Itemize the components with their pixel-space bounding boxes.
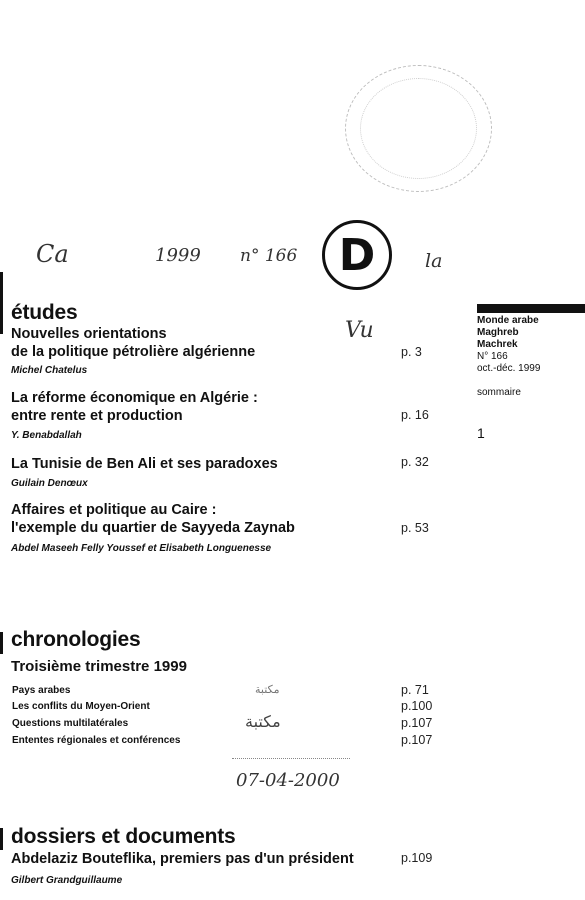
margin-bar-etudes: [0, 272, 3, 334]
handwritten-note-ca: Ca: [36, 240, 69, 268]
chronology-item-label: Ententes régionales et conférences: [12, 735, 181, 746]
sidebar-header-bar: [477, 304, 585, 313]
journal-name-line3: Machrek: [477, 339, 518, 350]
page-number: 1: [477, 425, 485, 441]
chronology-item-page: p.107: [401, 716, 433, 730]
issue-number: N° 166: [477, 351, 508, 362]
issue-date: oct.-déc. 1999: [477, 363, 541, 374]
section-heading-dossiers: dossiers et documents: [11, 825, 236, 848]
article-author: Guilain Denœux: [11, 478, 88, 489]
section-heading-chronologies: chronologies: [11, 628, 141, 651]
dossier-title: Abdelaziz Bouteflika, premiers pas d'un président: [11, 851, 354, 867]
article-title-line1: Nouvelles orientations: [11, 326, 167, 342]
summary-label: sommaire: [477, 387, 521, 398]
handwritten-note-la: la: [425, 250, 443, 272]
article-title-line2: de la politique pétrolière algérienne: [11, 344, 256, 360]
journal-name-line1: Monde arabe: [477, 315, 539, 326]
article-title-line1: La réforme économique en Algérie :: [11, 390, 258, 406]
article-title-line2: entre rente et production: [11, 408, 183, 424]
arabic-stamp-faint: مكتبة: [255, 684, 280, 696]
article-page-ref: p. 3: [401, 345, 422, 359]
d-stamp-badge: D: [322, 220, 392, 290]
journal-name-line2: Maghreb: [477, 327, 519, 338]
handwritten-received-date: 07-04-2000: [236, 770, 340, 791]
article-title-line1: La Tunisie de Ben Ali et ses paradoxes: [11, 456, 278, 472]
margin-bar-dossiers: [0, 828, 3, 850]
article-title-line2: l'exemple du quartier de Sayyeda Zaynab: [11, 520, 295, 536]
chronology-item-page: p.107: [401, 733, 433, 747]
article-page-ref: p. 53: [401, 521, 429, 535]
dossier-page-ref: p.109: [401, 851, 433, 865]
chronology-item-label: Questions multilatérales: [12, 718, 129, 729]
article-page-ref: p. 32: [401, 455, 429, 469]
dossier-author: Gilbert Grandguillaume: [11, 875, 123, 886]
article-author: Abdel Maseeh Felly Youssef et Elisabeth Longuenesse: [11, 543, 272, 554]
article-author: Y. Benabdallah: [11, 430, 82, 441]
chronology-item-label: Pays arabes: [12, 685, 71, 696]
article-author: Michel Chatelus: [11, 365, 88, 376]
chronology-item-label: Les conflits du Moyen-Orient: [12, 701, 150, 712]
section-heading-etudes: études: [11, 301, 78, 324]
handwritten-note-issue: n° 166: [240, 246, 298, 266]
chronologies-subheading: Troisième trimestre 1999: [11, 658, 187, 675]
handwritten-note-year: 1999: [155, 245, 201, 266]
arabic-stamp-text: مكتبة: [245, 712, 281, 731]
chronology-item-page: p.100: [401, 699, 433, 713]
article-page-ref: p. 16: [401, 408, 429, 422]
library-stamp-seal: [345, 65, 492, 192]
margin-bar-chronologies: [0, 632, 3, 654]
stamp-dotted-rule: [232, 758, 350, 759]
chronology-item-page: p. 71: [401, 683, 429, 697]
article-title-line1: Affaires et politique au Caire :: [11, 502, 217, 518]
handwritten-margin-note: Vu: [345, 318, 374, 343]
